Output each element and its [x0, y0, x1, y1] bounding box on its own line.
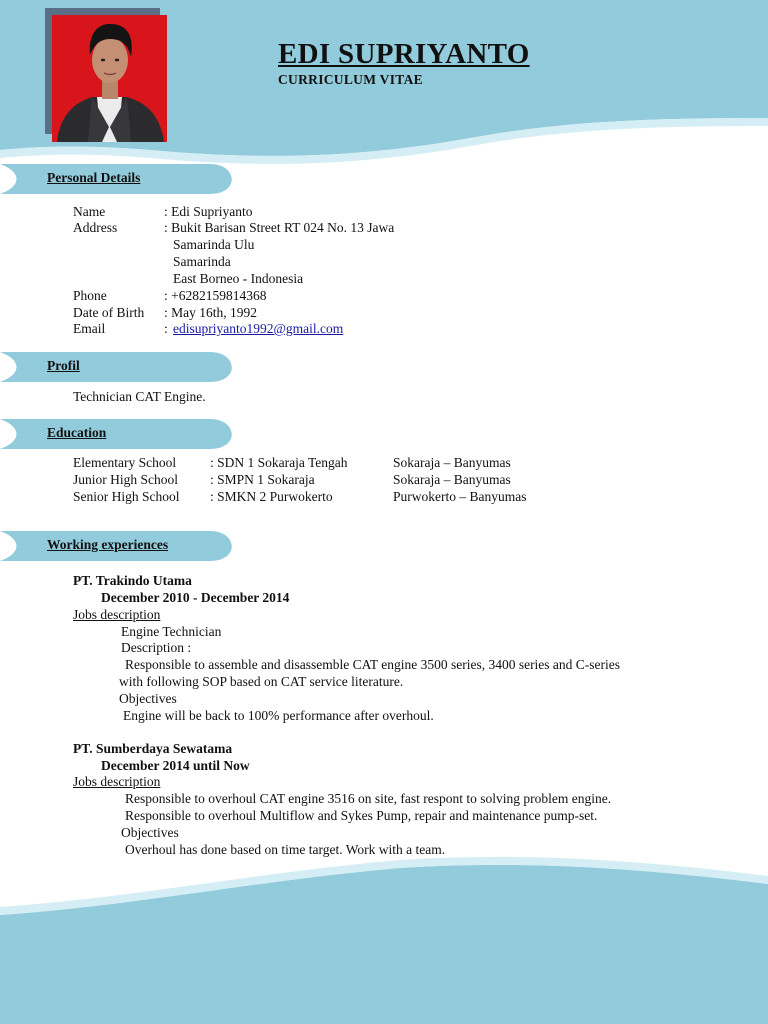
- page-title: EDI SUPRIYANTO: [278, 38, 530, 70]
- education-row: [0, 455, 768, 472]
- education-place: Sokaraja – Banyumas: [393, 455, 511, 470]
- value-phone: : +6282159814368: [164, 288, 267, 303]
- education-row: [0, 472, 768, 489]
- education-school: : SMPN 1 Sokaraja: [210, 472, 315, 487]
- education-level: Elementary School: [73, 455, 177, 470]
- section-heading-education: Education: [47, 425, 107, 440]
- personal-phone-row: [0, 288, 768, 305]
- section-heading-personal: Personal Details: [47, 170, 141, 185]
- job1-objectives-label: Objectives: [119, 691, 177, 706]
- education-level: Junior High School: [73, 472, 179, 487]
- label-phone: Phone: [73, 288, 107, 303]
- job2-period: December 2014 until Now: [101, 758, 250, 773]
- value-address-line3: Samarinda: [173, 254, 231, 269]
- personal-email-row: [0, 321, 768, 338]
- job1-description-line2: with following SOP based on CAT service literature.: [119, 674, 404, 689]
- email-colon: :: [164, 321, 168, 336]
- job2-objective: Overhoul has done based on time target. Work with a team.: [125, 842, 446, 857]
- section-heading-work: Working experiences: [47, 537, 169, 552]
- personal-address-row-2: [0, 237, 768, 254]
- job1-company: PT. Trakindo Utama: [73, 573, 192, 588]
- profil-text: Technician CAT Engine.: [73, 389, 206, 404]
- section-tab-education: [0, 419, 232, 449]
- job1-period: December 2010 - December 2014: [101, 590, 290, 605]
- label-email: Email: [73, 321, 106, 336]
- job1-description-line1: Responsible to assemble and disassemble CAT engine 3500 series, 3400 series and C-series: [125, 657, 621, 672]
- label-address: Address: [73, 220, 118, 235]
- job2-jobs-description-label: Jobs description: [73, 774, 161, 789]
- job2-description-line2: Responsible to overhoul Multiflow and Sykes Pump, repair and maintenance pump-set.: [125, 808, 598, 823]
- job1-description-label: Description :: [121, 640, 192, 655]
- education-row: [0, 489, 768, 506]
- personal-dob-row: [0, 305, 768, 322]
- education-school: : SDN 1 Sokaraja Tengah: [210, 455, 348, 470]
- job2-description-line1: Responsible to overhoul CAT engine 3516 on site, fast respont to solving problem engine.: [125, 791, 612, 806]
- personal-name-row: [0, 204, 768, 221]
- job1-objective: Engine will be back to 100% performance after overhoul.: [123, 708, 434, 723]
- value-address-line2: Samarinda Ulu: [173, 237, 255, 252]
- profile-photo: [52, 15, 167, 142]
- education-place: Purwokerto – Banyumas: [393, 489, 527, 504]
- value-name: : Edi Supriyanto: [164, 204, 253, 219]
- value-address-line4: East Borneo - Indonesia: [173, 271, 304, 286]
- education-school: : SMKN 2 Purwokerto: [210, 489, 333, 504]
- job1-jobs-description-label: Jobs description: [73, 607, 161, 622]
- personal-address-row-3: [0, 254, 768, 271]
- section-heading-profil: Profil: [47, 358, 80, 373]
- education-level: Senior High School: [73, 489, 180, 504]
- page-subtitle: CURRICULUM VITAE: [278, 72, 423, 87]
- personal-address-row: [0, 220, 768, 237]
- bottom-wave: [0, 865, 768, 1024]
- education-place: Sokaraja – Banyumas: [393, 472, 511, 487]
- job2-objectives-label: Objectives: [121, 825, 179, 840]
- section-tab-profil: [0, 352, 232, 382]
- label-dob: Date of Birth: [73, 305, 145, 320]
- label-name: Name: [73, 204, 106, 219]
- value-dob: : May 16th, 1992: [164, 305, 257, 320]
- email-link[interactable]: edisupriyanto1992@gmail.com: [173, 321, 344, 336]
- job2-company: PT. Sumberdaya Sewatama: [73, 741, 233, 756]
- value-address-line1: : Bukit Barisan Street RT 024 No. 13 Jawa: [164, 220, 395, 235]
- job1-position: Engine Technician: [121, 624, 222, 639]
- personal-address-row-4: [0, 271, 768, 288]
